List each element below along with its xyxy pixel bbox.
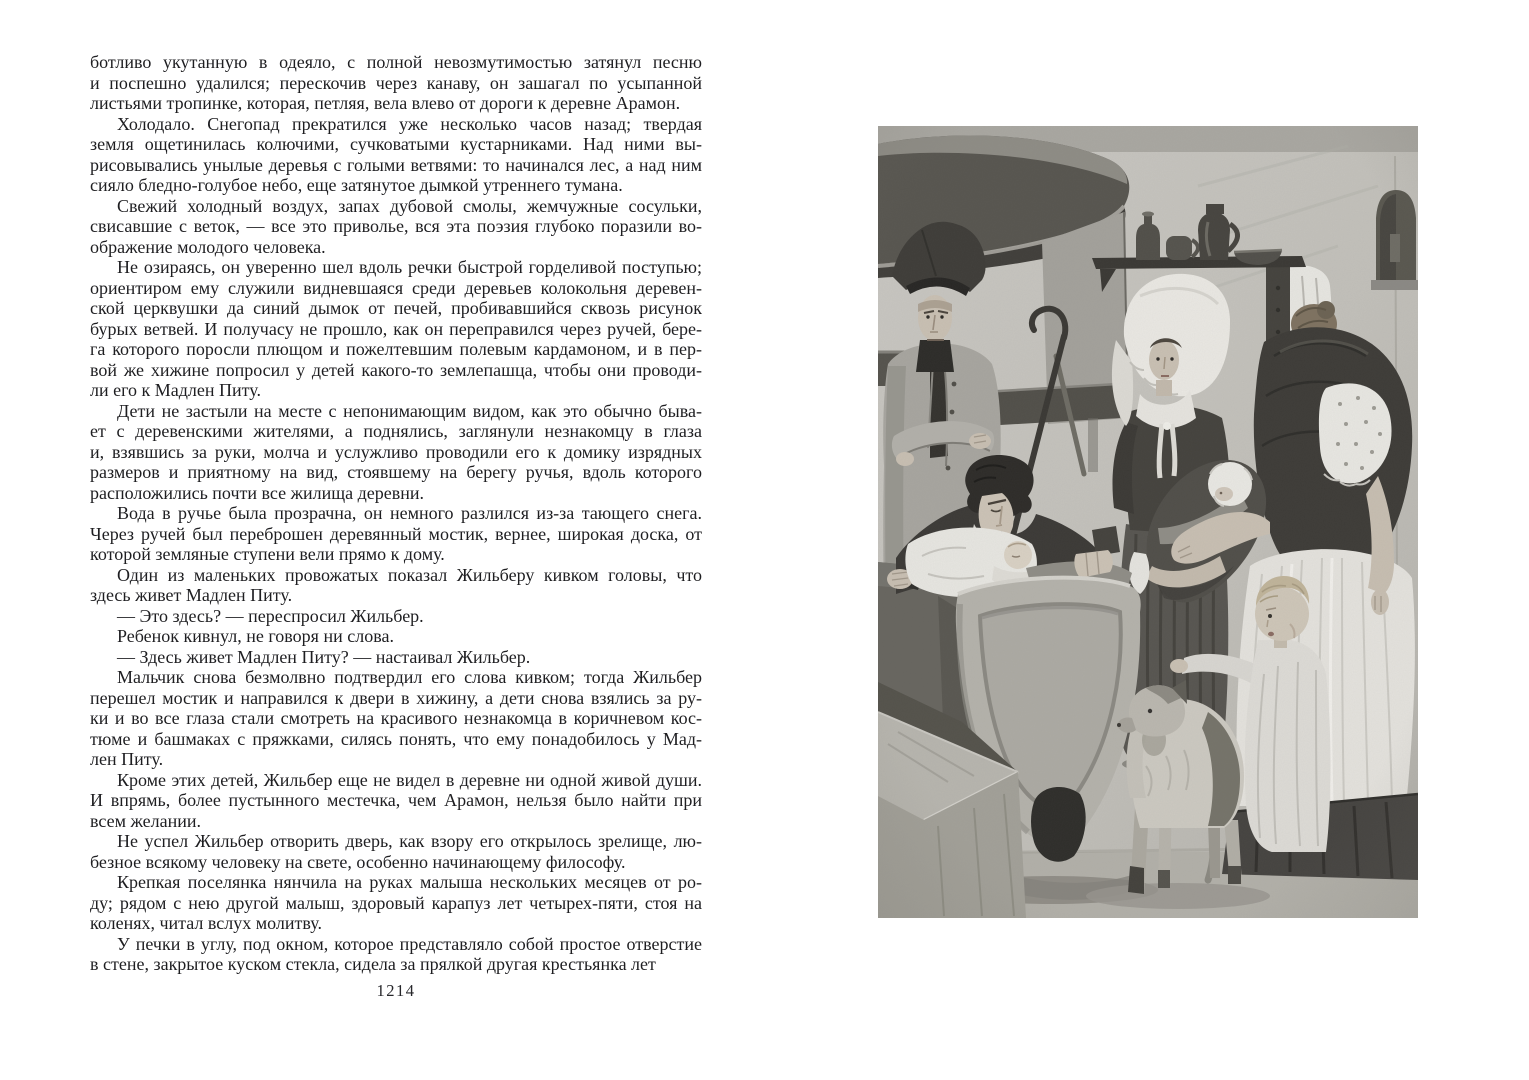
vignette — [878, 126, 1418, 918]
text-line: ки и во все глаза стали смотреть на красивого незнакомца в коричневом кос- — [90, 708, 702, 728]
paragraph — [90, 647, 702, 668]
paragraph — [90, 626, 702, 647]
paragraph — [90, 257, 702, 401]
text-line: га которого поросли плющом и пожелтевшим полевым кардамоном, и в пер- — [90, 339, 702, 359]
text-line: ской церквушки да синий дымок от печей, пробивавшийся сквозь рисунок — [90, 298, 702, 318]
text-line: расположились почти все жилища деревни. — [90, 482, 425, 503]
text-line: которой земляные ступени вели прямо к дому. — [90, 544, 445, 564]
book-illustration — [878, 126, 1418, 918]
text-line: свисавшие с веток, — все это приволье, вся эта поэзия глубоко поразили во- — [90, 216, 702, 236]
text-line: здесь живет Мадлен Питу. — [90, 585, 293, 605]
text-line: безное всякому человеку на свете, особенно начинающему философу. — [90, 851, 626, 872]
text-line: ображение молодого человека. — [90, 236, 326, 257]
text-line: тюме и башмаках с пряжками, силясь понять, что ему понадобилось у Мад- — [90, 728, 702, 749]
text-line: ботливо укутанную в одеяло, с полной невозмутимостью затянул песню — [90, 52, 702, 72]
text-line: Через ручей был переброшен деревянный мостик, вернее, широкая доска, от — [90, 523, 702, 544]
text-line: перешел мостик и направился к двери в хижину, а дети снова взялись за ру- — [90, 687, 702, 708]
text-line: ли его к Мадлен Питу. — [90, 380, 261, 400]
paragraph — [90, 114, 702, 196]
text-line: У печки в углу, под окном, которое представляло собой простое отверстие — [117, 933, 702, 954]
text-line: и поспешно удалился; перескочив через канаву, он зашагал по усыпанной — [90, 72, 702, 93]
text-line: Не успел Жильбер отворить дверь, как взору его открылось зрелище, лю- — [117, 831, 702, 851]
paragraph — [90, 872, 702, 934]
text-line: всем желании. — [90, 810, 202, 831]
text-line: рисовывались унылые деревья с голыми ветвями: то начинался лес, а над ним — [90, 154, 702, 175]
text-line: — Здесь живет Мадлен Питу? — настаивал Жильбер. — [117, 646, 531, 667]
paragraph — [90, 503, 702, 565]
text-line: Крепкая поселянка нянчила на руках малыша нескольких месяцев от ро- — [117, 872, 702, 892]
text-line: Кроме этих детей, Жильбер еще не видел в деревне ни одной живой души. — [117, 769, 702, 790]
text-line: Мальчик снова безмолвно подтвердил его слова кивком; тогда Жильбер — [117, 667, 702, 687]
page-number: 1214 — [376, 981, 416, 1000]
text-line: Свежий холодный воздух, запах дубовой смолы, жемчужные сосульки, — [117, 195, 702, 216]
text-line: Холодало. Снегопад прекратился уже несколько часов назад; твердая — [117, 113, 702, 134]
paragraph — [90, 52, 702, 114]
text-line: листьями тропинке, которая, петляя, вела влево от дороги к деревне Арамон. — [90, 93, 681, 113]
text-line: в стене, закрытое куском стекла, сидела за прялкой другая крестьянка лет — [90, 954, 656, 974]
peasant-cottage-interior-engraving — [878, 126, 1418, 918]
text-line: коленях, читал вслух молитву. — [90, 913, 322, 933]
text-line: И впрямь, более пустынного местечка, чем Арамон, нельзя было найти при — [90, 790, 702, 810]
text-line: Дети не застыли на месте с непонимающим видом, как это обычно быва- — [117, 400, 702, 421]
text-line: Ребенок кивнул, не говоря ни слова. — [117, 626, 394, 646]
text-line: Вода в ручье была прозрачна, он немного разлился из-за тающего снега. — [117, 503, 702, 523]
text-line: и, взявшись за руки, молча и услужливо проводили его к домику изрядных — [90, 441, 702, 462]
text-line: размеров и приятному на вид, стоявшему на берегу ручья, вдоль которого — [90, 462, 702, 482]
paragraph — [90, 770, 702, 832]
text-line: сияло бледно-голубое небо, еще затянутое дымкой утреннего тумана. — [90, 175, 623, 195]
paragraph — [90, 606, 702, 627]
text-line: вой же хижине попросил у детей какого-то землепашца, чтобы они проводи- — [90, 359, 702, 380]
text-line: Не озираясь, он уверенно шел вдоль речки быстрой горделивой поступью; — [117, 257, 702, 277]
text-line: ет с деревенскими жителями, а поднялись, заглянули незнакомцу в глаза — [90, 421, 702, 441]
text-line: бурых ветвей. И получасу не прошло, как он переправился через ручей, бере- — [90, 318, 702, 339]
text-line: ориентиром ему служили видневшаяся среди деревьев колокольня деревен- — [90, 277, 702, 298]
text-line: Один из маленьких провожатых показал Жильберу кивком головы, что — [117, 564, 702, 585]
text-line: ду; рядом с нею другой малыш, здоровый карапуз лет четырех-пяти, стоя на — [90, 892, 702, 913]
paragraph — [90, 934, 702, 975]
paragraph — [90, 831, 702, 872]
text-line: — Это здесь? — переспросил Жильбер. — [117, 605, 424, 626]
text-line: лен Питу. — [90, 749, 164, 769]
text-line: земля ощетинилась колючими, сучковатыми кустарниками. Над ними вы- — [90, 134, 702, 154]
paragraph — [90, 667, 702, 770]
paragraph — [90, 196, 702, 258]
paragraph — [90, 401, 702, 504]
paragraph — [90, 565, 702, 606]
page-text — [90, 52, 702, 975]
